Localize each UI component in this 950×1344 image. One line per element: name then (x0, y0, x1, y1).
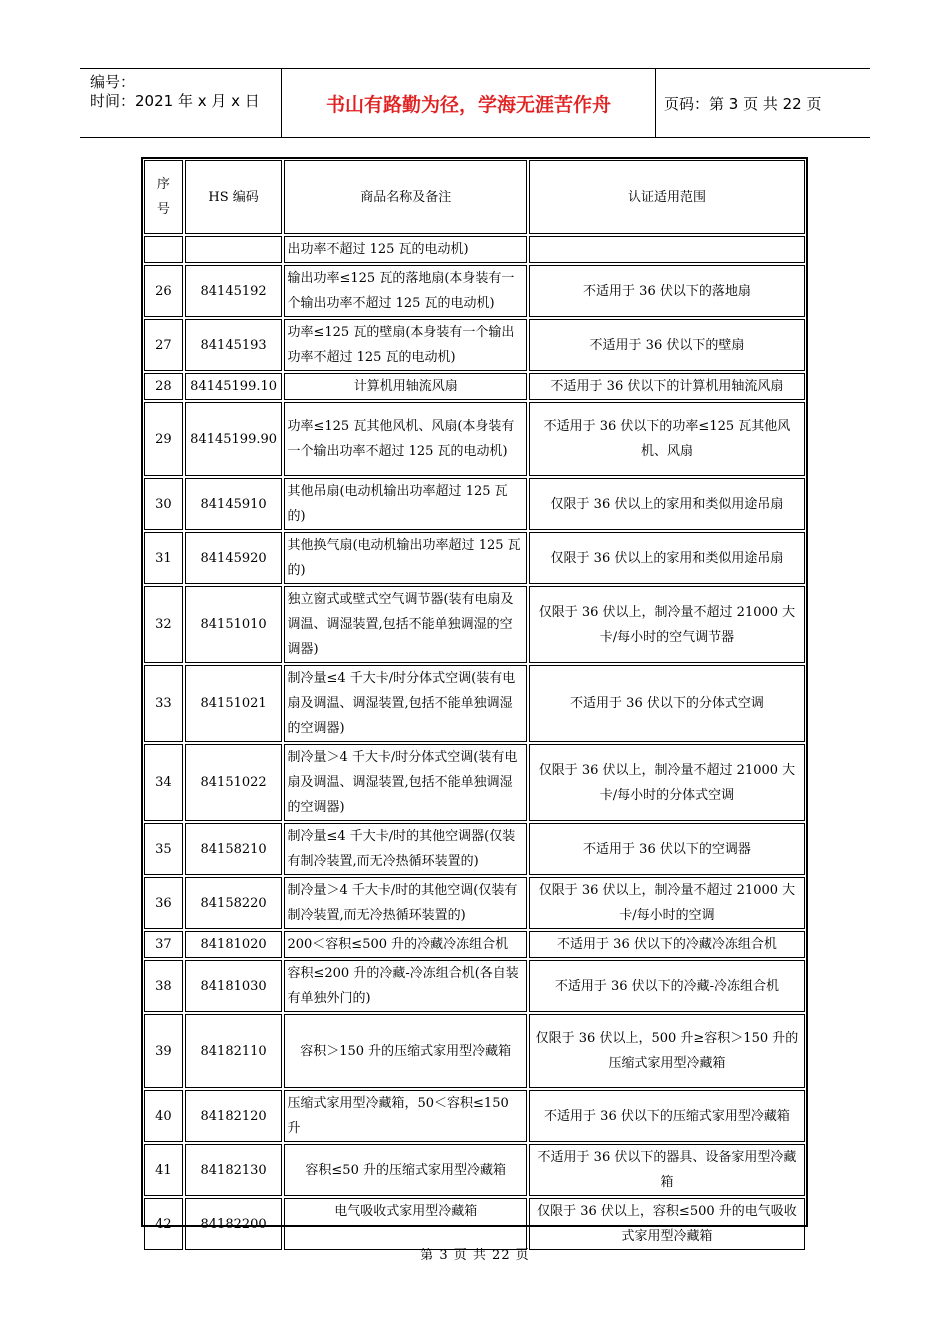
cell-product-name: 制冷量≤4 千大卡/时分体式空调(装有电扇及调温、调湿装置,包括不能单独调湿的空调器) (284, 665, 526, 742)
cell-no: 39 (144, 1014, 183, 1088)
table-row (144, 402, 805, 476)
cell-no: 38 (144, 960, 183, 1012)
table-row (144, 586, 805, 663)
cell-product-name: 制冷量＞4 千大卡/时分体式空调(装有电扇及调温、调湿装置,包括不能单独调湿的空调器) (284, 744, 526, 821)
page-header (80, 68, 870, 138)
table-row (144, 265, 805, 317)
cell-scope: 不适用于 36 伏以下的壁扇 (529, 319, 805, 371)
table-row (144, 373, 805, 400)
cell-scope: 不适用于 36 伏以下的冷藏冷冻组合机 (529, 931, 805, 958)
table-row (144, 931, 805, 958)
cell-no: 34 (144, 744, 183, 821)
header-page-info: 页码：第 3 页 共 22 页 (664, 94, 822, 113)
cell-product-name: 计算机用轴流风扇 (284, 373, 526, 400)
table-row (144, 1090, 805, 1142)
cell-scope: 不适用于 36 伏以下的分体式空调 (529, 665, 805, 742)
cell-product-name: 容积≤50 升的压缩式家用型冷藏箱 (284, 1144, 526, 1196)
cell-no: 35 (144, 823, 183, 875)
cell-hs-code: 84151021 (185, 665, 283, 742)
cell-product-name: 容积＞150 升的压缩式家用型冷藏箱 (284, 1014, 526, 1088)
cell-product-name: 输出功率≤125 瓦的落地扇(本身装有一个输出功率不超过 125 瓦的电动机) (284, 265, 526, 317)
cell-hs-code: 84145920 (185, 532, 283, 584)
cell-hs-code: 84158220 (185, 877, 283, 929)
table-header-row (144, 160, 805, 234)
col-header-name: 商品名称及备注 (284, 160, 526, 234)
table-row (144, 1144, 805, 1196)
cell-hs-code: 84181020 (185, 931, 283, 958)
table-row (144, 1014, 805, 1088)
table-row (144, 236, 805, 263)
cell-product-name: 制冷量＞4 千大卡/时的其他空调(仅装有制冷装置,而无冷热循环装置的) (284, 877, 526, 929)
page-footer: 第 3 页 共 22 页 (420, 1248, 530, 1263)
cell-hs-code: 84151010 (185, 586, 283, 663)
col-header-no: 序号 (144, 160, 183, 234)
table-row (144, 532, 805, 584)
cell-scope: 仅限于 36 伏以上，制冷量不超过 21000 大卡/每小时的分体式空调 (529, 744, 805, 821)
table-row (144, 877, 805, 929)
cell-no: 42 (144, 1198, 183, 1250)
cell-no: 33 (144, 665, 183, 742)
cell-scope: 不适用于 36 伏以下的压缩式家用型冷藏箱 (529, 1090, 805, 1142)
header-divider (655, 69, 656, 137)
cell-product-name: 电气吸收式家用型冷藏箱 (284, 1198, 526, 1250)
cell-scope: 不适用于 36 伏以下的冷藏-冷冻组合机 (529, 960, 805, 1012)
cell-no (144, 236, 183, 263)
cell-product-name: 出功率不超过 125 瓦的电动机) (284, 236, 526, 263)
cell-hs-code: 84181030 (185, 960, 283, 1012)
number-label: 编号： (90, 73, 136, 91)
header-meta (80, 69, 280, 137)
cell-hs-code: 84145199.10 (185, 373, 283, 400)
cell-no: 26 (144, 265, 183, 317)
cell-no: 37 (144, 931, 183, 958)
cell-product-name: 200＜容积≤500 升的冷藏冷冻组合机 (284, 931, 526, 958)
cell-scope: 不适用于 36 伏以下的空调器 (529, 823, 805, 875)
cell-hs-code: 84145192 (185, 265, 283, 317)
cell-scope: 仅限于 36 伏以上，制冷量不超过 21000 大卡/每小时的空调 (529, 877, 805, 929)
col-header-hs: HS 编码 (185, 160, 283, 234)
cell-hs-code: 84182200 (185, 1198, 283, 1250)
table-row (144, 960, 805, 1012)
cell-no: 28 (144, 373, 183, 400)
cell-no: 40 (144, 1090, 183, 1142)
cell-scope: 不适用于 36 伏以下的器具、设备家用型冷藏箱 (529, 1144, 805, 1196)
table-row (144, 319, 805, 371)
cell-no: 30 (144, 478, 183, 530)
cell-hs-code (185, 236, 283, 263)
cell-hs-code: 84182110 (185, 1014, 283, 1088)
cell-scope: 不适用于 36 伏以下的落地扇 (529, 265, 805, 317)
cell-no: 31 (144, 532, 183, 584)
cell-product-name: 功率≤125 瓦其他风机、风扇(本身装有一个输出功率不超过 125 瓦的电动机) (284, 402, 526, 476)
table-row (144, 1198, 805, 1250)
cell-no: 41 (144, 1144, 183, 1196)
cell-hs-code: 84182130 (185, 1144, 283, 1196)
certification-table (142, 158, 807, 1252)
cell-scope: 仅限于 36 伏以上的家用和类似用途吊扇 (529, 478, 805, 530)
cell-product-name: 功率≤125 瓦的壁扇(本身装有一个输出功率不超过 125 瓦的电动机) (284, 319, 526, 371)
cell-hs-code: 84145910 (185, 478, 283, 530)
cell-scope: 不适用于 36 伏以下的计算机用轴流风扇 (529, 373, 805, 400)
cell-scope: 仅限于 36 伏以上，制冷量不超过 21000 大卡/每小时的空气调节器 (529, 586, 805, 663)
cell-hs-code: 84151022 (185, 744, 283, 821)
table-row (144, 665, 805, 742)
cell-no: 27 (144, 319, 183, 371)
cell-scope: 仅限于 36 伏以上，容积≤500 升的电气吸收式家用型冷藏箱 (529, 1198, 805, 1250)
cell-scope: 仅限于 36 伏以上的家用和类似用途吊扇 (529, 532, 805, 584)
cell-no: 36 (144, 877, 183, 929)
col-header-scope: 认证适用范围 (529, 160, 805, 234)
cell-hs-code: 84158210 (185, 823, 283, 875)
header-motto: 书山有路勤为径，学海无涯苦作舟 (325, 93, 611, 116)
cell-hs-code: 84182120 (185, 1090, 283, 1142)
cell-product-name: 其他吊扇(电动机输出功率超过 125 瓦的) (284, 478, 526, 530)
table-row (144, 478, 805, 530)
cell-product-name: 其他换气扇(电动机输出功率超过 125 瓦的) (284, 532, 526, 584)
cell-product-name: 容积≤200 升的冷藏-冷冻组合机(各自装有单独外门的) (284, 960, 526, 1012)
cell-product-name: 独立窗式或壁式空气调节器(装有电扇及调温、调湿装置,包括不能单独调湿的空调器) (284, 586, 526, 663)
cell-scope: 仅限于 36 伏以上，500 升≥容积＞150 升的压缩式家用型冷藏箱 (529, 1014, 805, 1088)
cell-scope (529, 236, 805, 263)
cell-scope: 不适用于 36 伏以下的功率≤125 瓦其他风机、风扇 (529, 402, 805, 476)
cell-product-name: 压缩式家用型冷藏箱，50＜容积≤150 升 (284, 1090, 526, 1142)
cell-product-name: 制冷量≤4 千大卡/时的其他空调器(仅装有制冷装置,而无冷热循环装置的) (284, 823, 526, 875)
cell-no: 29 (144, 402, 183, 476)
table-row (144, 823, 805, 875)
cell-no: 32 (144, 586, 183, 663)
cell-hs-code: 84145199.90 (185, 402, 283, 476)
cell-hs-code: 84145193 (185, 319, 283, 371)
table-row (144, 744, 805, 821)
date-label: 时间：2021 年 x 月 x 日 (90, 92, 260, 110)
